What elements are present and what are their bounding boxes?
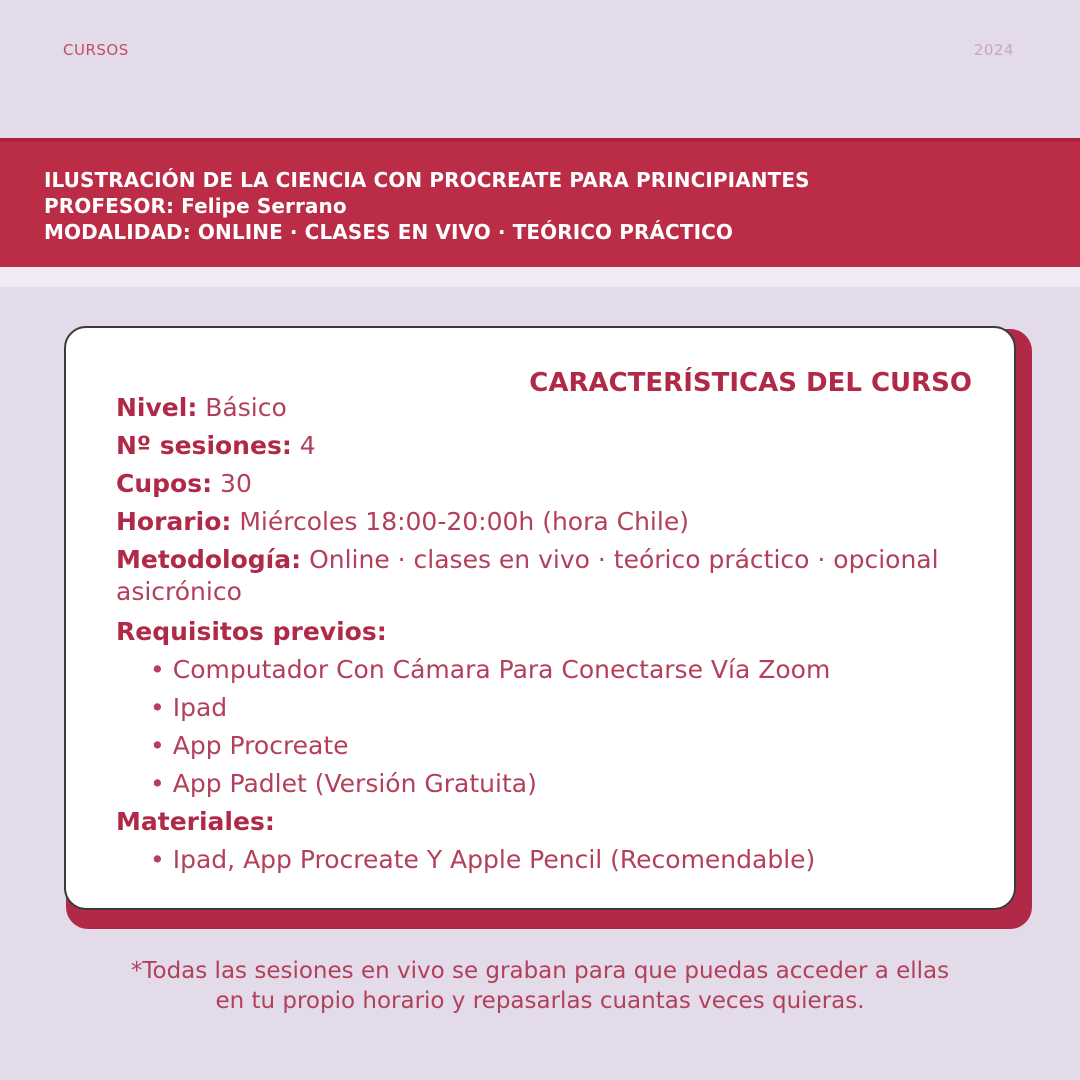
field-horario (116, 506, 689, 538)
course-title: ILUSTRACIÓN DE LA CIENCIA CON PROCREATE PARA PRINCIPIANTES (44, 168, 810, 192)
list-item (150, 768, 537, 800)
footnote-line: *Todas las sesiones en vivo se graban para que puedas acceder a ellas (130, 958, 950, 984)
field-label: Metodología: (116, 545, 302, 574)
bullet-icon: • (150, 845, 165, 874)
course-banner (0, 138, 1080, 267)
list-item (150, 692, 227, 724)
divider-band (0, 267, 1080, 287)
field-value: Básico (205, 393, 287, 422)
field-label: Cupos: (116, 469, 213, 498)
field-value: 30 (220, 469, 252, 498)
footnote-line: en tu propio horario y repasarlas cuantas veces quieras. (215, 988, 865, 1014)
field-label: Horario: (116, 507, 232, 536)
materials-label: Materiales: (116, 807, 275, 836)
bullet-icon: • (150, 693, 165, 722)
list-item-text: Computador Con Cámara Para Conectarse Vía Zoom (172, 655, 831, 684)
field-metodologia (116, 544, 986, 608)
materials-heading (116, 806, 275, 838)
list-item-text: Ipad, App Procreate Y Apple Pencil (Recomendable) (172, 845, 816, 874)
list-item-text: App Padlet (Versión Gratuita) (172, 769, 537, 798)
field-label: Nº sesiones: (116, 431, 292, 460)
bullet-icon: • (150, 655, 165, 684)
list-item (150, 654, 830, 686)
requirements-heading (116, 616, 387, 648)
list-item (150, 844, 815, 876)
section-label: CURSOS (63, 41, 129, 59)
field-value: Miércoles 18:00-20:00h (hora Chile) (239, 507, 689, 536)
bullet-icon: • (150, 731, 165, 760)
list-item (150, 730, 349, 762)
requirements-label: Requisitos previos: (116, 617, 387, 646)
footnote (0, 956, 1080, 1016)
field-nivel (116, 392, 287, 424)
course-modality: MODALIDAD: ONLINE · CLASES EN VIVO · TEÓRICO PRÁCTICO (44, 220, 734, 244)
list-item-text: App Procreate (172, 731, 349, 760)
list-item-text: Ipad (172, 693, 228, 722)
card-title: CARACTERÍSTICAS DEL CURSO (529, 368, 972, 398)
field-cupos (116, 468, 252, 500)
bullet-icon: • (150, 769, 165, 798)
course-professor: PROFESOR: Felipe Serrano (44, 194, 347, 218)
field-value: 4 (299, 431, 316, 460)
year-label: 2024 (973, 41, 1014, 59)
field-sesiones (116, 430, 316, 462)
course-features-card (64, 326, 1016, 910)
field-label: Nivel: (116, 393, 198, 422)
field-value: Online · clases en vivo · teórico práctico · opcional asicrónico (116, 545, 939, 606)
